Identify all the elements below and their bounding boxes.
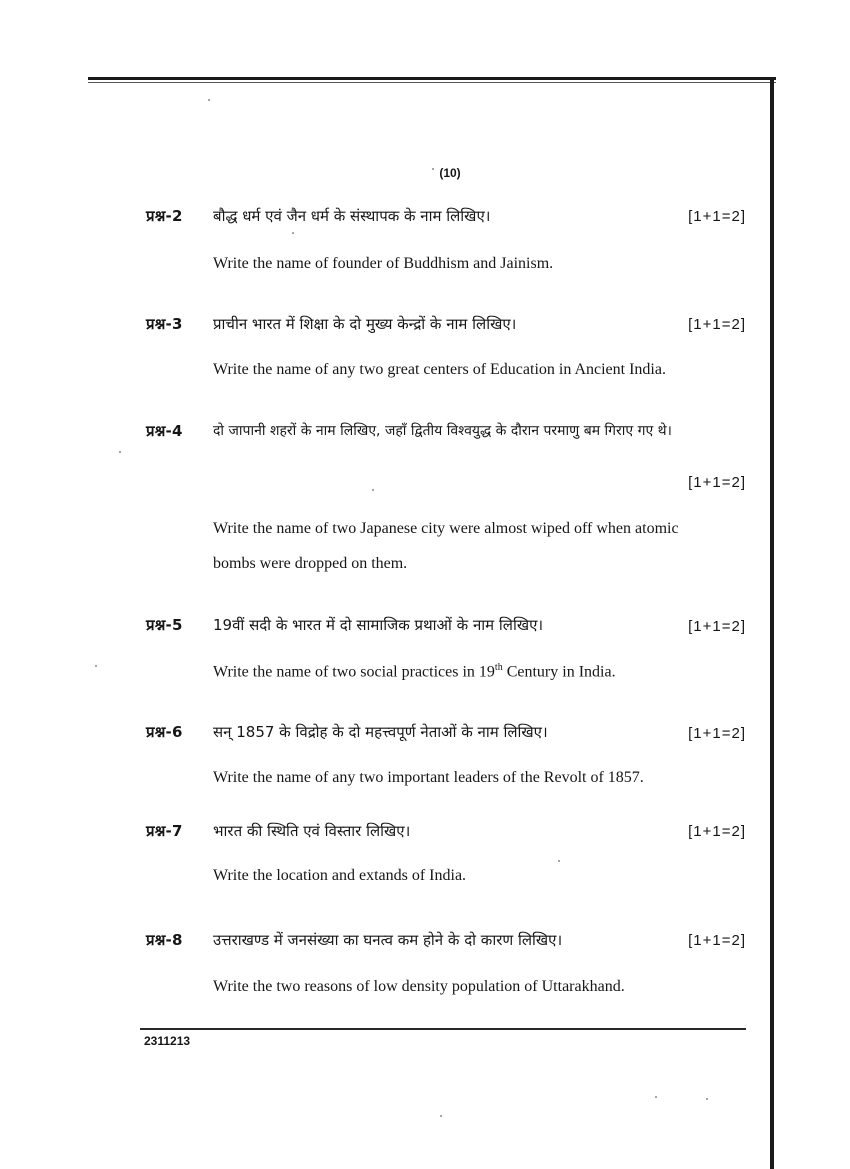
scan-speck bbox=[292, 232, 294, 234]
question-text-hindi: दो जापानी शहरों के नाम लिखिए, जहाँ द्वितीय विश्वयुद्ध के दौरान परमाणु बम गिराए गए थे। bbox=[213, 423, 672, 439]
scan-speck bbox=[440, 1115, 442, 1117]
question-marks: [1+1=2] bbox=[688, 474, 746, 491]
question-text-hindi: प्राचीन भारत में शिक्षा के दो मुख्य केन्द्रों के नाम लिखिए। bbox=[213, 315, 517, 333]
english-text-start: Write the name of two social practices in 19 bbox=[213, 663, 495, 681]
question-text-english: Write the two reasons of low density population of Uttarakhand. bbox=[213, 978, 625, 995]
question-label: प्रश्न-8 bbox=[146, 931, 183, 949]
question-text-hindi: भारत की स्थिति एवं विस्तार लिखिए। bbox=[213, 822, 411, 840]
question-label: प्रश्न-2 bbox=[146, 207, 183, 225]
question-text-english-line2: bombs were dropped on them. bbox=[213, 555, 408, 572]
question-marks: [1+1=2] bbox=[688, 618, 746, 635]
scan-speck bbox=[558, 860, 560, 862]
ordinal-superscript: th bbox=[494, 662, 503, 673]
question-text-hindi: 19वीं सदी के भारत में दो सामाजिक प्रथाओं के नाम लिखिए। bbox=[213, 616, 544, 634]
question-label: प्रश्न-3 bbox=[146, 315, 183, 333]
english-text-end: Century in India. bbox=[502, 663, 616, 681]
question-text-hindi: सन् 1857 के विद्रोह के दो महत्त्वपूर्ण नेताओं के नाम लिखिए। bbox=[213, 723, 548, 741]
question-text-english bbox=[213, 662, 616, 681]
question-label: प्रश्न-6 bbox=[146, 723, 183, 741]
top-border-line bbox=[88, 77, 776, 80]
scan-speck bbox=[208, 99, 210, 101]
question-marks: [1+1=2] bbox=[688, 725, 746, 742]
top-border-thin-line bbox=[88, 82, 776, 83]
question-label: प्रश्न-7 bbox=[146, 822, 183, 840]
scan-speck bbox=[95, 665, 97, 667]
question-label: प्रश्न-4 bbox=[146, 422, 183, 440]
question-text-hindi: बौद्ध धर्म एवं जैन धर्म के संस्थापक के नाम लिखिए। bbox=[213, 207, 491, 225]
question-marks: [1+1=2] bbox=[688, 823, 746, 840]
page-number: (10) bbox=[439, 166, 461, 180]
question-text-english: Write the location and extands of India. bbox=[213, 867, 467, 884]
question-text-english: Write the name of any two great centers of Education in Ancient India. bbox=[213, 361, 666, 378]
question-marks: [1+1=2] bbox=[688, 316, 746, 333]
question-marks: [1+1=2] bbox=[688, 932, 746, 949]
question-marks: [1+1=2] bbox=[688, 208, 746, 225]
scan-speck bbox=[119, 451, 121, 453]
question-text-english-line1: Write the name of two Japanese city were almost wiped off when atomic bbox=[213, 520, 679, 537]
paper-code: 2311213 bbox=[144, 1034, 191, 1048]
bottom-border-line bbox=[140, 1028, 746, 1030]
question-text-english: Write the name of any two important leaders of the Revolt of 1857. bbox=[213, 769, 644, 786]
scan-speck bbox=[706, 1098, 708, 1100]
scan-speck bbox=[372, 489, 374, 491]
right-border-line bbox=[770, 78, 774, 1169]
question-label: प्रश्न-5 bbox=[146, 616, 183, 634]
scan-speck bbox=[432, 168, 434, 170]
question-text-hindi: उत्तराखण्ड में जनसंख्या का घनत्व कम होने के दो कारण लिखिए। bbox=[213, 931, 563, 949]
scan-speck bbox=[655, 1096, 657, 1098]
question-text-english: Write the name of founder of Buddhism and Jainism. bbox=[213, 255, 554, 272]
